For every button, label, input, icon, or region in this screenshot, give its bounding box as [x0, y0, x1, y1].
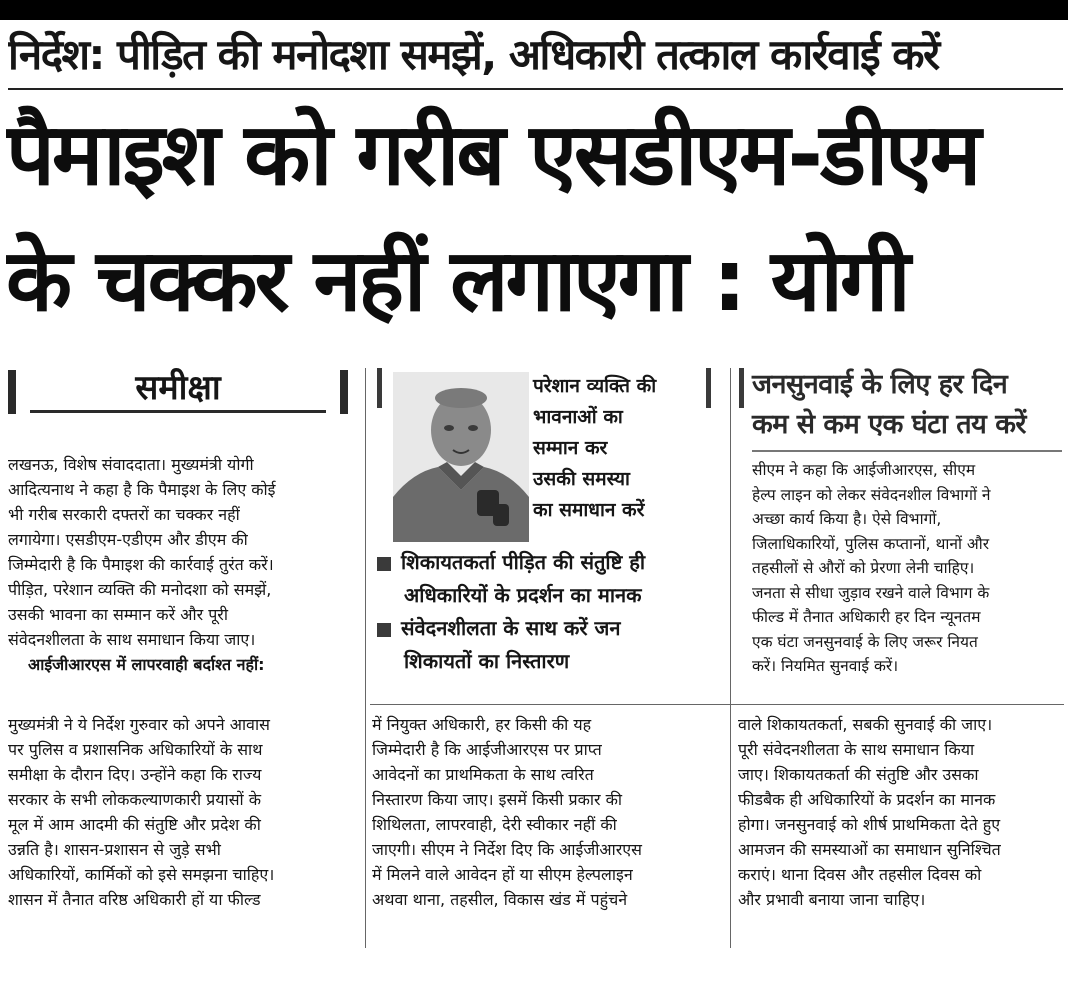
- text-line: पीड़ित, परेशान व्यक्ति की मनोदशा को समझें,: [8, 580, 272, 599]
- text-line: अधिकारियों, कार्मिकों को इसे समझना चाहिए।: [8, 865, 275, 884]
- text-line: पर पुलिस व प्रशासनिक अधिकारियों के साथ: [8, 740, 263, 759]
- text-line: में नियुक्त अधिकारी, हर किसी की यह: [372, 715, 592, 734]
- text-line: भी गरीब सरकारी दफ्तरों का चक्कर नहीं: [8, 505, 240, 524]
- section-bar-right-cap: [340, 370, 348, 414]
- text-line: सरकार के सभी लोककल्याणकारी प्रयासों के: [8, 790, 262, 809]
- text-line: कराएं। थाना दिवस और तहसील दिवस को: [738, 865, 982, 884]
- text-line: करें। नियमित सुनवाई करें।: [752, 657, 899, 675]
- bullet-text-cont: शिकायतों का निस्तारण: [404, 649, 570, 673]
- text-line: अथवा थाना, तहसील, विकास खंड में पहुंचने: [372, 890, 628, 909]
- text-line: आमजन की समस्याओं का समाधान सुनिश्चित: [738, 840, 1001, 859]
- text-line: संवेदनशीलता के साथ समाधान किया जाए।: [8, 630, 256, 649]
- text-line: सीएम ने कहा कि आईजीआरएस, सीएम: [752, 461, 976, 479]
- quote-line: परेशान व्यक्ति की: [533, 375, 657, 397]
- highlight-bullets: [377, 546, 722, 678]
- text-line: जाएगी। सीएम ने निर्देश दिए कि आईजीआरएस: [372, 840, 642, 859]
- bullet-item: [377, 612, 722, 645]
- quote-line: उसकी समस्या: [533, 468, 630, 490]
- subhead: आईजीआरएस में लापरवाही बर्दाश्त नहीं:: [28, 655, 265, 674]
- kicker-rule: [8, 88, 1063, 90]
- bullet-text: शिकायतकर्ता पीड़ित की संतुष्टि ही: [401, 550, 646, 574]
- side-heading: [752, 365, 1062, 445]
- top-black-band: [0, 0, 1068, 20]
- portrait-image: [393, 372, 529, 542]
- text-line: फीडबैक ही अधिकारियों के प्रदर्शन का मानक: [738, 790, 996, 809]
- text-line: उन्नति है। शासन-प्रशासन से जुड़े सभी: [8, 840, 221, 859]
- text-line: में मिलने वाले आवेदन हों या सीएम हेल्पलाइन: [372, 865, 633, 884]
- side-heading-line: कम से कम एक घंटा तय करें: [752, 409, 1026, 440]
- side-left-edge: [739, 368, 744, 408]
- text-line: जनता से सीधा जुड़ाव रखने वाले विभाग के: [752, 583, 990, 602]
- column-1-bottom-text: [8, 712, 356, 912]
- bullet-text-cont: अधिकारियों के प्रदर्शन का मानक: [404, 583, 642, 607]
- text-line: आवेदनों का प्राथमिकता के साथ त्वरित: [372, 765, 594, 784]
- text-line: जिम्मेदारी है कि पैमाइश की कार्रवाई तुरंत करें।: [8, 555, 274, 574]
- pull-quote: [533, 371, 703, 526]
- headline-line-1: पैमाइश को गरीब एसडीएम-डीएम: [6, 105, 979, 205]
- side-heading-rule: [752, 450, 1062, 452]
- quote-line: भावनाओं का: [533, 406, 623, 428]
- column-1-top-text: [8, 452, 356, 677]
- text-line: मूल में आम आदमी की संतुष्टि और प्रदेश की: [8, 815, 261, 834]
- column-3-bottom-text: [738, 712, 1064, 912]
- text-line: निस्तारण किया जाए। इसमें किसी प्रकार की: [372, 790, 623, 809]
- text-line: जाए। शिकायतकर्ता की संतुष्टि और उसका: [738, 765, 979, 784]
- text-line: आदित्यनाथ ने कहा है कि पैमाइश के लिए कोई: [8, 480, 276, 499]
- text-line: मुख्यमंत्री ने ये निर्देश गुरुवार को अपने आवास: [8, 715, 270, 734]
- kicker-line: निर्देश: पीड़ित की मनोदशा समझें, अधिकारी तत्काल कार्रवाई करें: [8, 30, 939, 79]
- text-line: और प्रभावी बनाया जाना चाहिए।: [738, 890, 926, 909]
- text-line: शिथिलता, लापरवाही, देरी स्वीकार नहीं की: [372, 815, 617, 834]
- text-line: पूरी संवेदनशीलता के साथ समाधान किया: [738, 740, 975, 759]
- section-label: समीक्षा: [135, 368, 221, 408]
- column-3-top-text: [752, 458, 1064, 679]
- text-line: तहसीलों से औरों को प्रेरणा लेनी चाहिए।: [752, 559, 975, 577]
- text-line: शासन में तैनात वरिष्ठ अधिकारी हों या फील्ड: [8, 890, 261, 909]
- column-divider-1: [365, 368, 366, 948]
- quote-line: का समाधान करें: [533, 499, 645, 521]
- square-bullet-icon: [377, 557, 391, 571]
- text-line: एक घंटा जनसुनवाई के लिए जरूर नियत: [752, 632, 978, 651]
- section-label-bar: [8, 364, 348, 418]
- headline-line-2: के चक्कर नहीं लगाएगा : योगी: [6, 231, 908, 331]
- square-bullet-icon: [377, 623, 391, 637]
- text-line: लगायेगा। एसडीएम-एडीएम और डीएम की: [8, 530, 248, 549]
- bullet-text: संवेदनशीलता के साथ करें जन: [401, 616, 621, 640]
- bottom-row-rule: [370, 704, 1064, 705]
- bullet-item: [377, 546, 722, 579]
- text-line: लखनऊ, विशेष संवाददाता। मुख्यमंत्री योगी: [8, 455, 254, 474]
- text-line: उसकी भावना का सम्मान करें और पूरी: [8, 605, 228, 624]
- section-bar-left-cap: [8, 370, 16, 414]
- text-line: फील्ड में तैनात अधिकारी हर दिन न्यूनतम: [752, 608, 981, 626]
- quote-line: सम्मान कर: [533, 437, 608, 459]
- text-line: वाले शिकायतकर्ता, सबकी सुनवाई की जाए।: [738, 715, 993, 734]
- text-line: जिलाधिकारियों, पुलिस कप्तानों, थानों और: [752, 534, 990, 553]
- text-line: अच्छा कार्य किया है। ऐसे विभागों,: [752, 510, 942, 528]
- chief-minister-photo: [393, 372, 529, 542]
- side-heading-line: जनसुनवाई के लिए हर दिन: [752, 369, 1008, 400]
- column-2-bottom-text: [372, 712, 722, 912]
- text-line: होगा। जनसुनवाई को शीर्ष प्राथमिकता देते हुए: [738, 815, 1001, 834]
- text-line: जिम्मेदारी है कि आईजीआरएस पर प्राप्त: [372, 740, 602, 759]
- text-line: समीक्षा के दौरान दिए। उन्होंने कहा कि राज्य: [8, 765, 262, 784]
- text-line: हेल्प लाइन को लेकर संवेदनशील विभागों ने: [752, 485, 991, 504]
- box-right-edge: [706, 368, 711, 408]
- box-left-edge: [377, 368, 382, 408]
- column-divider-2: [730, 368, 731, 948]
